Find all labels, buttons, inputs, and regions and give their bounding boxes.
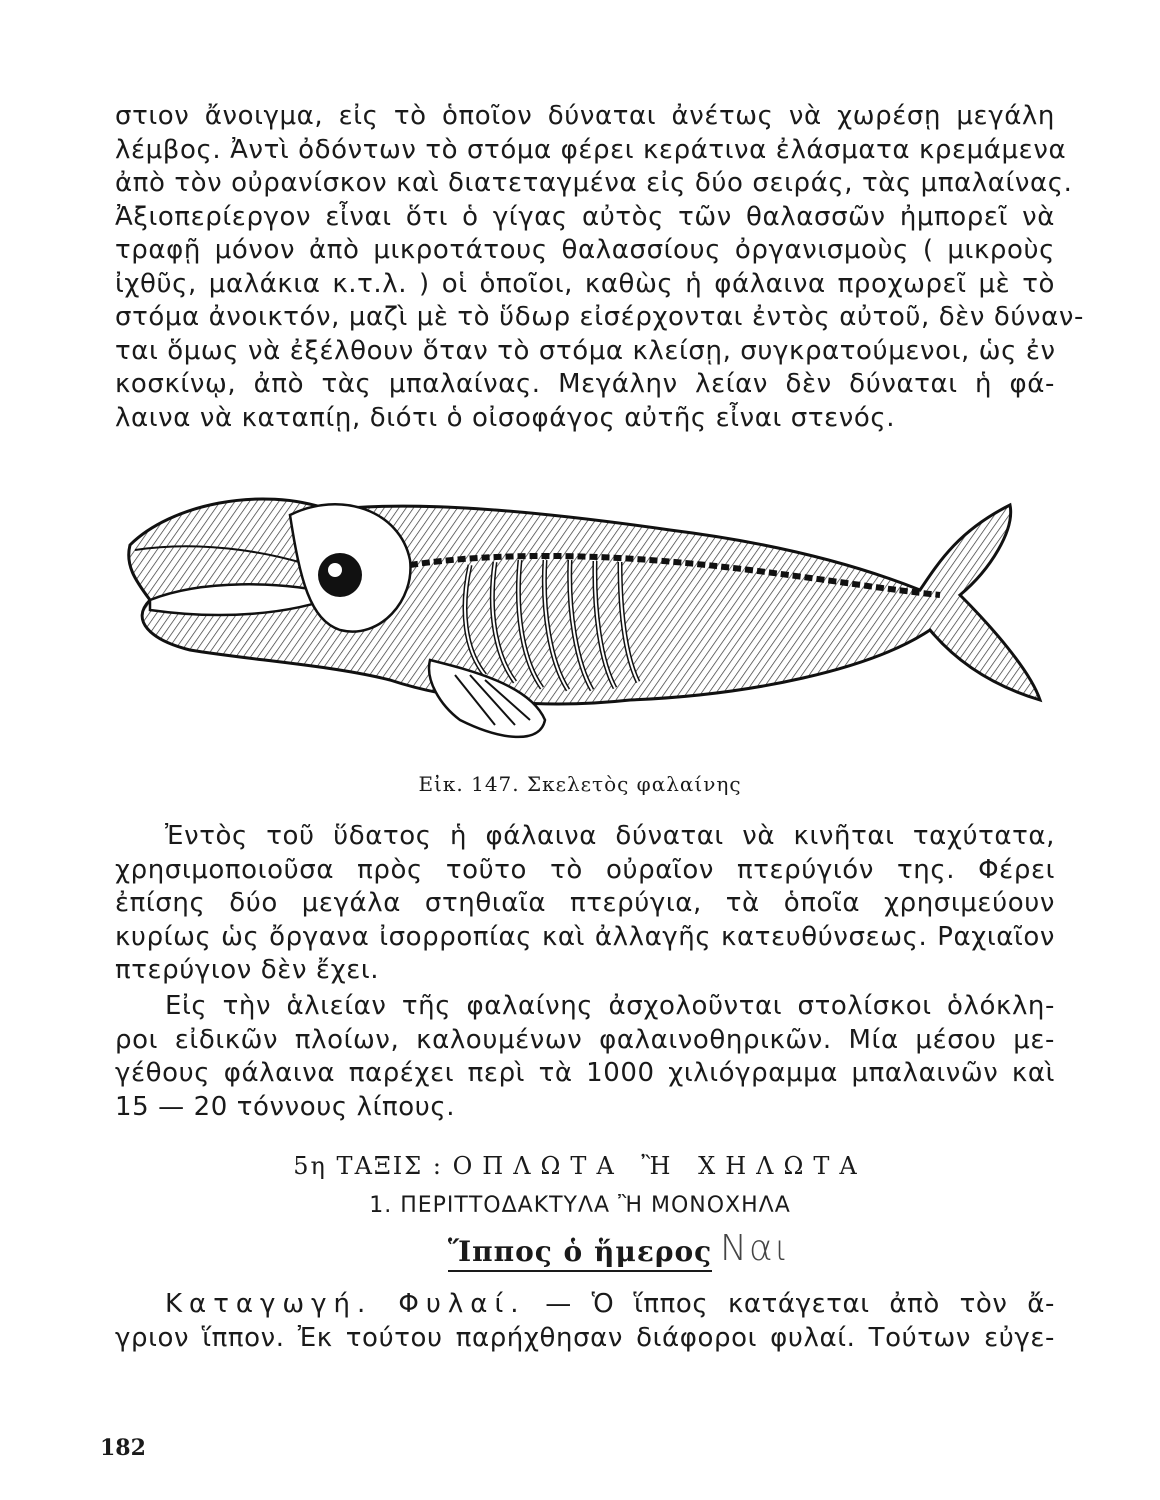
text-line: ται ὅμως νὰ ἐξέλθουν ὅταν τὸ στόμα κλείσῃ, συγκρατούμενοι, ὡς ἐν (115, 335, 1056, 366)
line-rest: — Ὁ ἵππος κατάγεται ἀπὸ τὸν ἄ- (525, 1289, 1055, 1319)
text-line: κοσκίνῳ, ἀπὸ τὰς μπαλαίνας. Μεγάλην λείαν δὲν δύναται ἡ φά- (115, 369, 1055, 399)
text-line: λέμβος. Ἀντὶ ὀδόντων τὸ στόμα φέρει κεράτινα ἐλάσματα κρεμάμενα (115, 134, 1067, 165)
text-line: ἰχθῦς, μαλάκια κ.τ.λ. ) οἱ ὁποῖοι, καθὼς ἡ φάλαινα προχωρεῖ μὲ τὸ (115, 268, 1055, 299)
spaced-lead: Καταγωγή. Φυλαί. (165, 1289, 526, 1319)
text-line: χρησιμοποιοῦσα πρὸς τοῦτο τὸ οὐραῖον πτερύγιόν της. Φέρει (115, 854, 1055, 885)
text-line: 15 — 20 τόννους λίπους. (115, 1091, 456, 1122)
text-line: στόμα ἀνοικτόν, μαζὶ μὲ τὸ ὕδωρ εἰσέρχονται ἐντὸς αὐτοῦ, δὲν δύναν- (115, 302, 1084, 332)
paragraph-whale-movement (115, 820, 1055, 988)
text-line: ἀπὸ τὸν οὐρανίσκον καὶ διατεταγμένα εἰς δύο σειράς, τὰς μπαλαίνας. (115, 168, 1073, 198)
animal-heading (0, 1235, 1160, 1268)
text-line (115, 1288, 1055, 1322)
class-heading-title: ΟΠΛΩΤΑ Ἢ ΧΗΛΩΤΑ (452, 1152, 867, 1180)
page-number: 182 (100, 1435, 146, 1461)
text-line: γέθους φάλαινα παρέχει περὶ τὰ 1000 χιλιόγραμμα μπαλαινῶν καὶ (115, 1058, 1055, 1088)
text-line: Ἀξιοπερίεργον εἶναι ὅτι ὁ γίγας αὐτὸς τῶν θαλασσῶν ἠμπορεῖ νὰ (115, 201, 1055, 232)
whale-skeleton-illustration (110, 470, 1070, 770)
order-heading: 1. ΠΕΡΙΤΤΟΔΑΚΤΥΛΑ Ἢ ΜΟΝΟΧΗΛΑ (369, 1193, 791, 1218)
text-line: Ἐντὸς τοῦ ὕδατος ἡ φάλαινα δύναται νὰ κινῆται ταχύτατα, (165, 821, 1055, 851)
paragraph-whale-feeding (115, 100, 1084, 435)
class-heading-prefix: 5η ΤΑΞΙΣ : (293, 1152, 443, 1180)
paragraph-horse-origin (115, 1288, 1055, 1355)
text-line: τραφῇ μόνον ἀπὸ μικροτάτους θαλασσίους ὀργανισμοὺς ( μικροὺς (115, 235, 1055, 265)
whale-eye-socket (318, 553, 362, 597)
text-line: λαινα νὰ καταπίῃ, διότι ὁ οἰσοφάγος αὐτῆς εἶναι στενός. (115, 402, 896, 433)
text-line: κυρίως ὡς ὄργανα ἰσορροπίας καὶ ἀλλαγῆς κατευθύνσεως. Ραχιαῖον (115, 921, 1055, 952)
animal-heading-text: Ἵππος ὁ ἥμερος (448, 1235, 712, 1272)
text-line: στιον ἄνοιγμα, εἰς τὸ ὁποῖον δύναται ἀνέτως νὰ χωρέσῃ μεγάλη (115, 101, 1055, 131)
text-line: γριον ἵππον. Ἐκ τούτου παρήχθησαν διάφοροι φυλαί. Τούτων εὐγε- (115, 1322, 1055, 1353)
paragraph-whaling (115, 990, 1055, 1124)
text-line: ροι εἰδικῶν πλοίων, καλουμένων φαλαινοθηρικῶν. Μία μέσου με- (115, 1024, 1055, 1055)
class-heading (0, 1152, 1160, 1180)
handwritten-margin-note: Ναι (720, 1228, 791, 1269)
figure-caption: Εἰκ. 147. Σκελετὸς φαλαίνης (418, 772, 742, 796)
text-line: πτερύγιον δὲν ἔχει. (115, 955, 380, 985)
text-line: ἐπίσης δύο μεγάλα στηθιαῖα πτερύγια, τὰ ὁποῖα χρησιμεύουν (115, 888, 1055, 918)
text-line: Εἰς τὴν ἁλιείαν τῆς φαλαίνης ἀσχολοῦνται στολίσκοι ὁλόκλη- (165, 991, 1055, 1021)
